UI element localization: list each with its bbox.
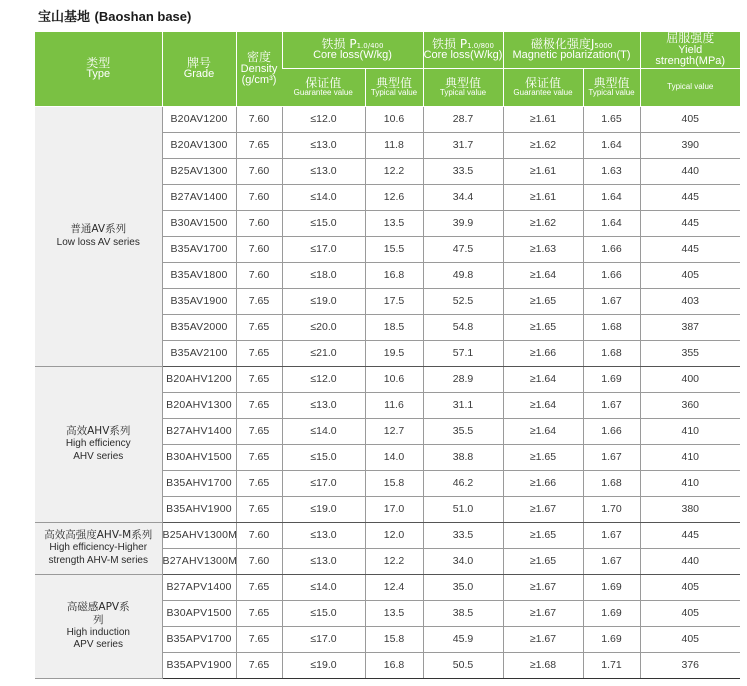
yield-typical-cell: 400 — [640, 366, 740, 392]
typical-en: Typical value — [370, 88, 418, 98]
core-loss-800-typical-cell: 33.5 — [423, 522, 503, 548]
core-loss-800-typical-cell: 34.0 — [423, 548, 503, 574]
core-loss-typical-cell: 10.6 — [365, 106, 423, 132]
core-loss-typical-cell: 16.8 — [365, 262, 423, 288]
grade-cell: B35AV1900 — [162, 288, 236, 314]
core-loss-800-typical-cell: 38.8 — [423, 444, 503, 470]
header-grade-zh: 牌号 — [186, 55, 211, 70]
core-loss-guarantee-cell: ≤13.0 — [282, 158, 365, 184]
polarization-guarantee-cell: ≥1.61 — [503, 184, 583, 210]
header-core-loss-800-en: Core loss(W/kg) — [423, 49, 503, 62]
header-polarization-sub: 5000 — [594, 41, 613, 50]
polarization-guarantee-cell: ≥1.62 — [503, 132, 583, 158]
header-yield-en2: strength(MPa) — [655, 55, 726, 68]
polarization-guarantee-cell: ≥1.64 — [503, 262, 583, 288]
core-loss-800-typical-cell: 51.0 — [423, 496, 503, 522]
density-cell: 7.60 — [236, 184, 282, 210]
grade-cell: B35AHV1700 — [162, 470, 236, 496]
core-loss-guarantee-cell: ≤19.0 — [282, 288, 365, 314]
polarization-guarantee-cell: ≥1.61 — [503, 158, 583, 184]
type-en: High efficiency AHV series — [65, 438, 131, 462]
core-loss-guarantee-cell: ≤12.0 — [282, 106, 365, 132]
polarization-guarantee-cell: ≥1.66 — [503, 340, 583, 366]
header-polarization — [503, 32, 640, 68]
core-loss-typical-cell: 16.8 — [365, 652, 423, 678]
grade-cell: B35APV1700 — [162, 626, 236, 652]
core-loss-guarantee-cell: ≤14.0 — [282, 574, 365, 600]
polarization-typical-cell: 1.67 — [583, 522, 640, 548]
type-en: High induction APV series — [66, 626, 130, 651]
density-cell: 7.65 — [236, 392, 282, 418]
density-cell: 7.65 — [236, 600, 282, 626]
core-loss-typical-cell: 15.8 — [365, 626, 423, 652]
header-core-loss-400 — [282, 32, 423, 68]
core-loss-guarantee-cell: ≤13.0 — [282, 392, 365, 418]
core-loss-typical-cell: 17.5 — [365, 288, 423, 314]
polarization-typical-cell: 1.70 — [583, 496, 640, 522]
header-core-loss-400-sub: 1.0/400 — [356, 41, 384, 50]
core-loss-typical-cell: 12.0 — [365, 522, 423, 548]
core-loss-guarantee-cell: ≤17.0 — [282, 236, 365, 262]
polarization-guarantee-cell: ≥1.65 — [503, 314, 583, 340]
header-core-loss-800-zh: 铁损 P — [432, 36, 468, 51]
polarization-guarantee-cell: ≥1.67 — [503, 600, 583, 626]
polarization-typical-cell: 1.67 — [583, 288, 640, 314]
header-grade — [162, 32, 236, 106]
core-loss-800-typical-cell: 31.1 — [423, 392, 503, 418]
yield-typical-cell: 410 — [640, 470, 740, 496]
polarization-typical-cell: 1.69 — [583, 574, 640, 600]
core-loss-guarantee-cell: ≤17.0 — [282, 626, 365, 652]
type-en: High efficiency-Higher strength AHV-M series — [48, 542, 148, 566]
core-loss-typical-cell: 12.4 — [365, 574, 423, 600]
header-type-zh: 类型 — [86, 55, 111, 70]
grade-cell: B20AV1300 — [162, 132, 236, 158]
type-cell — [35, 574, 162, 678]
header-yield — [640, 32, 740, 68]
header-typical-j — [583, 68, 640, 106]
header-density-en: Density — [240, 62, 278, 75]
core-loss-800-typical-cell: 38.5 — [423, 600, 503, 626]
core-loss-typical-cell: 12.6 — [365, 184, 423, 210]
type-cell — [35, 106, 162, 366]
table-row — [35, 522, 740, 548]
header-typical — [365, 68, 423, 106]
grade-cell: B35APV1900 — [162, 652, 236, 678]
typical-en: Typical value — [588, 88, 635, 98]
polarization-guarantee-cell: ≥1.63 — [503, 236, 583, 262]
core-loss-800-typical-cell: 52.5 — [423, 288, 503, 314]
polarization-typical-cell: 1.68 — [583, 470, 640, 496]
core-loss-800-typical-cell: 35.0 — [423, 574, 503, 600]
polarization-guarantee-cell: ≥1.65 — [503, 444, 583, 470]
core-loss-guarantee-cell: ≤17.0 — [282, 470, 365, 496]
core-loss-typical-cell: 11.6 — [365, 392, 423, 418]
grade-cell: B25AHV1300M — [162, 522, 236, 548]
header-density — [236, 32, 282, 106]
yield-typical-cell: 390 — [640, 132, 740, 158]
header-type — [35, 32, 162, 106]
core-loss-guarantee-cell: ≤21.0 — [282, 340, 365, 366]
typical-yield-en: Typical value — [667, 81, 714, 91]
title-zh: 宝山基地 — [38, 10, 91, 25]
core-loss-800-typical-cell: 45.9 — [423, 626, 503, 652]
typical-en: Typical value — [439, 88, 487, 98]
polarization-typical-cell: 1.68 — [583, 314, 640, 340]
polarization-guarantee-cell: ≥1.67 — [503, 574, 583, 600]
polarization-guarantee-cell: ≥1.62 — [503, 210, 583, 236]
type-zh: 高效AHV系列 — [66, 425, 131, 438]
core-loss-800-typical-cell: 50.5 — [423, 652, 503, 678]
core-loss-800-typical-cell: 28.9 — [423, 366, 503, 392]
yield-typical-cell: 380 — [640, 496, 740, 522]
type-zh: 高效高强度AHV-M系列 — [44, 529, 153, 542]
yield-typical-cell: 410 — [640, 444, 740, 470]
density-cell: 7.60 — [236, 210, 282, 236]
density-cell: 7.65 — [236, 314, 282, 340]
polarization-guarantee-cell: ≥1.65 — [503, 548, 583, 574]
core-loss-typical-cell: 12.2 — [365, 548, 423, 574]
grade-cell: B27AHV1300M — [162, 548, 236, 574]
grade-cell: B27AV1400 — [162, 184, 236, 210]
yield-typical-cell: 410 — [640, 418, 740, 444]
core-loss-guarantee-cell: ≤13.0 — [282, 522, 365, 548]
core-loss-guarantee-cell: ≤12.0 — [282, 366, 365, 392]
polarization-guarantee-cell: ≥1.68 — [503, 652, 583, 678]
yield-typical-cell: 405 — [640, 574, 740, 600]
density-cell: 7.65 — [236, 132, 282, 158]
header-typical-yield — [640, 68, 740, 106]
polarization-typical-cell: 1.64 — [583, 210, 640, 236]
density-cell: 7.60 — [236, 262, 282, 288]
title-en: (Baoshan base) — [94, 9, 192, 24]
table-row — [35, 106, 740, 132]
density-cell: 7.65 — [236, 652, 282, 678]
header-polarization-en: Magnetic polarization(T) — [512, 49, 631, 62]
core-loss-800-typical-cell: 33.5 — [423, 158, 503, 184]
core-loss-800-typical-cell: 49.8 — [423, 262, 503, 288]
grade-cell: B35AV2100 — [162, 340, 236, 366]
yield-typical-cell: 440 — [640, 548, 740, 574]
type-cell — [35, 522, 162, 574]
core-loss-guarantee-cell: ≤18.0 — [282, 262, 365, 288]
header-type-en: Type — [86, 68, 111, 81]
polarization-typical-cell: 1.67 — [583, 392, 640, 418]
header-typical-800 — [423, 68, 503, 106]
core-loss-typical-cell: 14.0 — [365, 444, 423, 470]
polarization-typical-cell: 1.63 — [583, 158, 640, 184]
grade-cell: B30AHV1500 — [162, 444, 236, 470]
grade-cell: B35AV1700 — [162, 236, 236, 262]
polarization-guarantee-cell: ≥1.64 — [503, 366, 583, 392]
core-loss-typical-cell: 18.5 — [365, 314, 423, 340]
yield-typical-cell: 445 — [640, 522, 740, 548]
polarization-typical-cell: 1.66 — [583, 418, 640, 444]
header-guarantee — [282, 68, 365, 106]
table-row — [35, 574, 740, 600]
typical-zh: 典型值 — [375, 75, 412, 90]
core-loss-typical-cell: 17.0 — [365, 496, 423, 522]
core-loss-800-typical-cell: 57.1 — [423, 340, 503, 366]
core-loss-guarantee-cell: ≤19.0 — [282, 652, 365, 678]
grade-cell: B27AHV1400 — [162, 418, 236, 444]
grade-cell: B20AHV1200 — [162, 366, 236, 392]
grade-cell: B25AV1300 — [162, 158, 236, 184]
header-grade-en: Grade — [183, 68, 215, 81]
yield-typical-cell: 405 — [640, 262, 740, 288]
density-cell: 7.65 — [236, 444, 282, 470]
polarization-typical-cell: 1.71 — [583, 652, 640, 678]
header-core-loss-400-zh: 铁损 P — [321, 36, 357, 51]
table-row — [35, 366, 740, 392]
polarization-typical-cell: 1.65 — [583, 106, 640, 132]
core-loss-typical-cell: 15.8 — [365, 470, 423, 496]
core-loss-800-typical-cell: 46.2 — [423, 470, 503, 496]
core-loss-guarantee-cell: ≤19.0 — [282, 496, 365, 522]
core-loss-typical-cell: 12.7 — [365, 418, 423, 444]
core-loss-typical-cell: 10.6 — [365, 366, 423, 392]
core-loss-typical-cell: 13.5 — [365, 600, 423, 626]
grade-cell: B20AHV1300 — [162, 392, 236, 418]
polarization-typical-cell: 1.64 — [583, 184, 640, 210]
density-cell: 7.60 — [236, 158, 282, 184]
yield-typical-cell: 445 — [640, 236, 740, 262]
yield-typical-cell: 445 — [640, 184, 740, 210]
density-cell: 7.60 — [236, 522, 282, 548]
density-cell: 7.60 — [236, 236, 282, 262]
core-loss-800-typical-cell: 47.5 — [423, 236, 503, 262]
core-loss-800-typical-cell: 35.5 — [423, 418, 503, 444]
density-cell: 7.65 — [236, 418, 282, 444]
grade-cell: B35AHV1900 — [162, 496, 236, 522]
core-loss-typical-cell: 11.8 — [365, 132, 423, 158]
grade-cell: B20AV1200 — [162, 106, 236, 132]
core-loss-800-typical-cell: 34.4 — [423, 184, 503, 210]
header-guarantee-j — [503, 68, 583, 106]
core-loss-typical-cell: 15.5 — [365, 236, 423, 262]
core-loss-guarantee-cell: ≤14.0 — [282, 418, 365, 444]
yield-typical-cell: 445 — [640, 210, 740, 236]
core-loss-800-typical-cell: 39.9 — [423, 210, 503, 236]
yield-typical-cell: 405 — [640, 600, 740, 626]
header-polarization-zh: 磁极化强度J — [530, 36, 595, 51]
polarization-guarantee-cell: ≥1.61 — [503, 106, 583, 132]
polarization-guarantee-cell: ≥1.67 — [503, 496, 583, 522]
core-loss-guarantee-cell: ≤15.0 — [282, 444, 365, 470]
guarantee-zh: 保证值 — [305, 75, 342, 90]
core-loss-guarantee-cell: ≤13.0 — [282, 548, 365, 574]
yield-typical-cell: 405 — [640, 626, 740, 652]
core-loss-guarantee-cell: ≤15.0 — [282, 210, 365, 236]
polarization-guarantee-cell: ≥1.64 — [503, 392, 583, 418]
header-density-unit: (g/cm³) — [241, 74, 277, 87]
header-core-loss-800-sub: 1.0/800 — [467, 41, 494, 50]
grade-cell: B30APV1500 — [162, 600, 236, 626]
density-cell: 7.65 — [236, 366, 282, 392]
polarization-typical-cell: 1.66 — [583, 262, 640, 288]
yield-typical-cell: 440 — [640, 158, 740, 184]
yield-typical-cell: 403 — [640, 288, 740, 314]
page-title — [38, 6, 191, 25]
grade-cell: B35AV2000 — [162, 314, 236, 340]
core-loss-guarantee-cell: ≤15.0 — [282, 600, 365, 626]
polarization-typical-cell: 1.64 — [583, 132, 640, 158]
type-cell — [35, 366, 162, 522]
header-yield-zh: 屈服强度 — [666, 31, 715, 45]
polarization-guarantee-cell: ≥1.65 — [503, 522, 583, 548]
yield-typical-cell: 360 — [640, 392, 740, 418]
core-loss-800-typical-cell: 28.7 — [423, 106, 503, 132]
core-loss-typical-cell: 19.5 — [365, 340, 423, 366]
header-core-loss-400-en: Core loss(W/kg) — [313, 49, 392, 62]
polarization-typical-cell: 1.69 — [583, 366, 640, 392]
typical-zh: 典型值 — [593, 75, 630, 90]
core-loss-guarantee-cell: ≤13.0 — [282, 132, 365, 158]
header-density-zh: 密度 — [246, 50, 271, 64]
guarantee-zh: 保证值 — [524, 75, 561, 90]
guarantee-en: Guarantee value — [513, 88, 573, 98]
density-cell: 7.60 — [236, 106, 282, 132]
header-yield-en1: Yield — [678, 43, 703, 56]
polarization-typical-cell: 1.67 — [583, 444, 640, 470]
yield-typical-cell: 355 — [640, 340, 740, 366]
guarantee-en: Guarantee value — [293, 88, 353, 98]
core-loss-typical-cell: 13.5 — [365, 210, 423, 236]
type-zh: 高磁感APV系列 — [66, 600, 130, 626]
grade-cell: B30AV1500 — [162, 210, 236, 236]
polarization-guarantee-cell: ≥1.64 — [503, 418, 583, 444]
polarization-typical-cell: 1.68 — [583, 340, 640, 366]
density-cell: 7.65 — [236, 470, 282, 496]
typical-zh: 典型值 — [444, 75, 481, 90]
polarization-guarantee-cell: ≥1.66 — [503, 470, 583, 496]
grade-cell: B27APV1400 — [162, 574, 236, 600]
core-loss-800-typical-cell: 31.7 — [423, 132, 503, 158]
core-loss-800-typical-cell: 54.8 — [423, 314, 503, 340]
core-loss-typical-cell: 12.2 — [365, 158, 423, 184]
yield-typical-cell: 405 — [640, 106, 740, 132]
density-cell: 7.65 — [236, 288, 282, 314]
polarization-guarantee-cell: ≥1.67 — [503, 626, 583, 652]
polarization-typical-cell: 1.69 — [583, 626, 640, 652]
type-en: Low loss AV series — [56, 236, 140, 248]
density-cell: 7.65 — [236, 340, 282, 366]
yield-typical-cell: 387 — [640, 314, 740, 340]
density-cell: 7.65 — [236, 626, 282, 652]
density-cell: 7.65 — [236, 574, 282, 600]
grade-cell: B35AV1800 — [162, 262, 236, 288]
yield-typical-cell: 376 — [640, 652, 740, 678]
type-zh: 普通AV系列 — [70, 223, 127, 236]
header-core-loss-800 — [423, 32, 503, 68]
specs-table — [35, 32, 740, 679]
polarization-guarantee-cell: ≥1.65 — [503, 288, 583, 314]
density-cell: 7.65 — [236, 496, 282, 522]
density-cell: 7.60 — [236, 548, 282, 574]
core-loss-guarantee-cell: ≤20.0 — [282, 314, 365, 340]
polarization-typical-cell: 1.67 — [583, 548, 640, 574]
table-body — [35, 106, 740, 678]
polarization-typical-cell: 1.66 — [583, 236, 640, 262]
polarization-typical-cell: 1.69 — [583, 600, 640, 626]
core-loss-guarantee-cell: ≤14.0 — [282, 184, 365, 210]
